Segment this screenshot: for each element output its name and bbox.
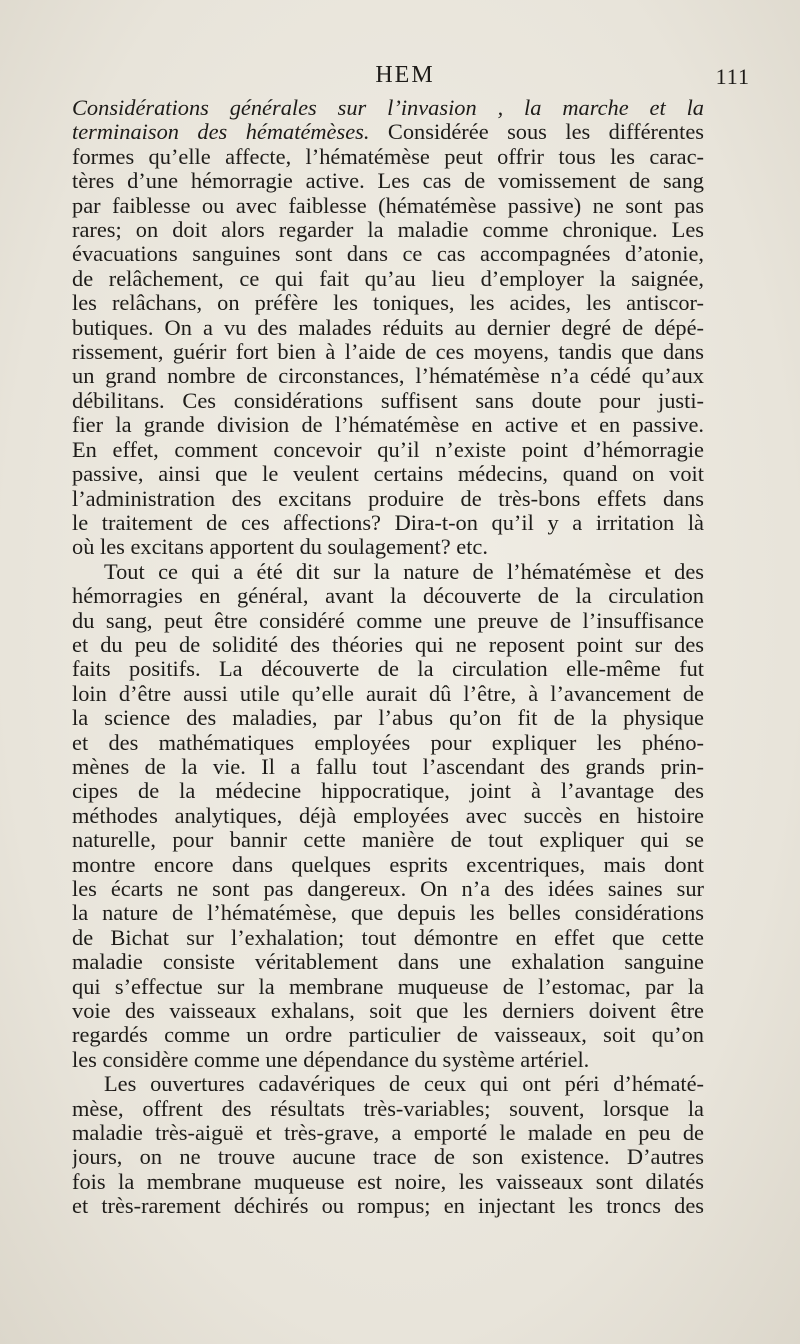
line-text: la science des maladies, par l’abus qu’on fit de la physique <box>72 706 704 731</box>
running-head: HEM <box>375 62 435 88</box>
text-line <box>72 1145 704 1169</box>
text-line <box>72 1194 704 1218</box>
text-line <box>72 804 704 828</box>
text-line <box>72 779 704 803</box>
italic-heading-text: terminaison des hématémèses. <box>72 120 370 145</box>
line-text: rissement, guérir fort bien à l’aide de ces moyens, tandis que dans <box>72 340 704 365</box>
text-line <box>72 291 704 315</box>
line-text: formes qu’elle affecte, l’hématémèse peut offrir tous les carac- <box>72 144 704 169</box>
line-text: regardés comme un ordre particulier de vaisseaux, soit qu’on <box>72 1023 704 1048</box>
text-line <box>72 999 704 1023</box>
text-line <box>72 828 704 852</box>
line-text: le traitement de ces affections? Dira-t-on qu’il y a irritation là <box>72 510 704 535</box>
line-text: un grand nombre de circonstances, l’hématémèse n’a cédé qu’aux <box>72 364 704 389</box>
line-text: jours, on ne trouve aucune trace de son existence. D’autres <box>72 1145 704 1170</box>
line-text: En effet, comment concevoir qu’il n’existe point d’hémorragie <box>72 437 704 462</box>
text-line <box>72 877 704 901</box>
line-text: mènes de la vie. Il a fallu tout l’ascendant des grands prin- <box>72 754 704 779</box>
text-line <box>72 853 704 877</box>
text-line <box>72 96 704 120</box>
line-text: mèse, offrent des résultats très-variables; souvent, lorsque la <box>72 1096 704 1121</box>
text-line <box>72 633 704 657</box>
text-line <box>72 511 704 535</box>
text-line <box>72 706 704 730</box>
line-text: hémorragies en général, avant la découverte de la circulation <box>72 584 704 609</box>
text-line <box>72 901 704 925</box>
line-text: par faiblesse ou avec faiblesse (hématémèse passive) ne sont pas <box>72 193 704 218</box>
text-line <box>72 389 704 413</box>
line-text: et très-rarement déchirés ou rompus; en injectant les troncs des <box>72 1194 704 1219</box>
line-text: et du peu de solidité des théories qui ne reposent point sur des <box>72 632 704 657</box>
text-line <box>72 731 704 755</box>
page-header <box>60 62 750 96</box>
line-text: Considérée sous les différentes <box>369 120 704 145</box>
line-text: Tout ce qui a été dit sur la nature de l’hématémèse et des <box>104 559 704 584</box>
line-text: maladie consiste véritablement dans une exhalation sanguine <box>72 950 704 975</box>
text-line <box>72 218 704 242</box>
line-text: de Bichat sur l’exhalation; tout démontre en effet que cette <box>72 925 704 950</box>
line-text: où les excitans apportent du soulagement? etc. <box>72 535 488 560</box>
line-text: qui s’effectue sur la membrane muqueuse de l’estomac, par la <box>72 974 704 999</box>
line-text: l’administration des excitans produire de très-bons effets dans <box>72 486 704 511</box>
text-line <box>72 413 704 437</box>
text-line <box>72 1121 704 1145</box>
text-line <box>72 487 704 511</box>
line-text: débilitans. Ces considérations suffisent sans doute pour justi- <box>72 388 704 413</box>
line-text: et des mathématiques employées pour expliquer les phéno- <box>72 730 704 755</box>
line-text: du sang, peut être considéré comme une preuve de l’insuffisance <box>72 608 704 633</box>
text-line <box>72 560 704 584</box>
text-line <box>72 926 704 950</box>
line-text: passive, ainsi que le veulent certains médecins, quand on voit <box>72 462 704 487</box>
line-text: la nature de l’hématémèse, que depuis les belles considérations <box>72 901 704 926</box>
text-line <box>72 535 704 559</box>
line-text: montre encore dans quelques esprits excentriques, mais dont <box>72 852 704 877</box>
line-text: fois la membrane muqueuse est noire, les vaisseaux sont dilatés <box>72 1169 704 1194</box>
text-line <box>72 682 704 706</box>
text-line <box>72 316 704 340</box>
body-text <box>72 96 704 1219</box>
text-line <box>72 438 704 462</box>
line-text: les relâchans, on préfère les toniques, les acides, les antiscor- <box>72 291 704 316</box>
page-number: 111 <box>715 64 750 89</box>
line-text: cipes de la médecine hippocratique, joint à l’avantage des <box>72 779 704 804</box>
text-line <box>72 657 704 681</box>
text-line <box>72 975 704 999</box>
line-text: butiques. On a vu des malades réduits au dernier degré de dépé- <box>72 315 704 340</box>
line-text: Les ouvertures cadavériques de ceux qui ont péri d’hématé- <box>104 1072 704 1097</box>
text-line <box>72 145 704 169</box>
text-line <box>72 609 704 633</box>
line-text: loin d’être aussi utile qu’elle aurait dû l’être, à l’avancement de <box>72 681 704 706</box>
italic-heading-text: Considérations générales sur l’invasion , la marche et la <box>72 96 704 120</box>
text-line <box>72 1048 704 1072</box>
text-line <box>72 364 704 388</box>
text-line <box>72 755 704 779</box>
line-text: rares; on doit alors regarder la maladie comme chronique. Les <box>72 218 704 243</box>
line-text: les considère comme une dépendance du système artériel. <box>72 1047 590 1072</box>
line-text: fier la grande division de l’hématémèse en active et en passive. <box>72 413 704 438</box>
text-line <box>72 1072 704 1096</box>
line-text: méthodes analytiques, déjà employées avec succès en histoire <box>72 803 704 828</box>
text-line <box>72 267 704 291</box>
text-line <box>72 120 704 144</box>
text-line <box>72 584 704 608</box>
text-line <box>72 1023 704 1047</box>
text-line <box>72 1097 704 1121</box>
line-text: maladie très-aiguë et très-grave, a emporté le malade en peu de <box>72 1121 704 1146</box>
line-text: tères d’une hémorragie active. Les cas de vomissement de sang <box>72 169 704 194</box>
line-text: naturelle, pour bannir cette manière de tout expliquer qui se <box>72 828 704 853</box>
line-text: les écarts ne sont pas dangereux. On n’a des idées saines sur <box>72 877 704 901</box>
line-text: de relâchement, ce qui fait qu’au lieu d’employer la saignée, <box>72 266 704 291</box>
text-line <box>72 194 704 218</box>
text-line <box>72 169 704 193</box>
line-text: évacuations sanguines sont dans ce cas accompagnées d’atonie, <box>72 242 704 267</box>
text-line <box>72 242 704 266</box>
text-line <box>72 340 704 364</box>
text-line <box>72 950 704 974</box>
text-line <box>72 462 704 486</box>
line-text: faits positifs. La découverte de la circulation elle-même fut <box>72 657 704 682</box>
line-text: voie des vaisseaux exhalans, soit que les derniers doivent être <box>72 999 704 1024</box>
text-line <box>72 1170 704 1194</box>
